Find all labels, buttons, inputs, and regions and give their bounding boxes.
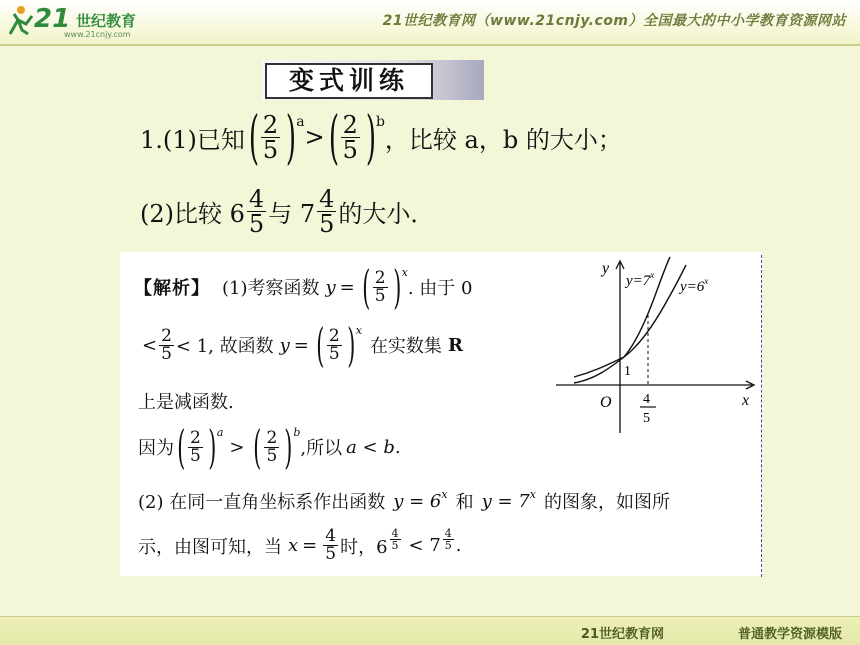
sol-l6-lt: < 7 <box>408 535 441 556</box>
solution-line-5 <box>138 488 670 514</box>
sol-l2-lt1: < <box>142 334 158 356</box>
solution-line-3: 上是减函数. <box>138 392 234 413</box>
sol-l4-exp-a: a <box>216 426 224 439</box>
q1-frac-den-2: 5 <box>342 135 358 164</box>
sol-l6-when: 时，6 <box>340 536 388 558</box>
q1-exp-a: a <box>296 114 305 130</box>
sol-l4-tail: ,所以 <box>300 438 343 459</box>
sol-l1-power: ( $\frac{2}{5}$ ) x <box>362 260 408 314</box>
y-axis-label: y <box>602 260 610 277</box>
sol-l2-frac-num-2: 2 <box>328 325 340 346</box>
q2-mid: 与 7 <box>268 200 316 228</box>
sol-l6-exp1-num: 4 <box>391 527 399 540</box>
q2-frac2-num: 4 <box>319 185 335 213</box>
sol-l5-f1-exp: x <box>441 488 448 501</box>
logo-number: 21 <box>34 4 71 34</box>
sol-l6-exp2-num: 4 <box>444 527 452 540</box>
sol-l2-lt2: < 1, 故函数 <box>175 336 274 357</box>
sol-l4-frac-den: 5 <box>190 445 201 466</box>
x-tick-den: 5 <box>643 411 650 426</box>
sol-l2-y: y <box>279 334 290 356</box>
sol-l4-exp-b: b <box>293 426 301 439</box>
q2-suffix: 的大小． <box>338 200 435 228</box>
origin-label: O <box>600 394 612 411</box>
sol-l6-frac-den: 5 <box>325 544 337 564</box>
header-band <box>0 0 860 46</box>
sol-l4-frac-num: 2 <box>190 427 201 448</box>
sol-l6-frac-num: 4 <box>325 526 337 546</box>
sol-l6-exp1-den: 5 <box>391 539 399 552</box>
sol-l5-and: 和 <box>455 492 474 513</box>
logo-text: 世纪教育 <box>76 12 137 30</box>
sol-l5-f2-exp: x <box>529 488 536 501</box>
x-tick-num: 4 <box>643 392 650 407</box>
sol-exp-x: x <box>401 266 408 279</box>
solution-line-4 <box>138 420 401 474</box>
sol-l2-tail: 在实数集 <box>369 336 442 357</box>
sol-l2-frac-den: 5 <box>161 343 172 364</box>
sol-l6-x: x <box>288 535 299 556</box>
site-title: 21世纪教育网（www.21cnjy.com）全国最大的中小学教育资源网站 <box>382 13 846 29</box>
solution-line-6 <box>138 528 462 563</box>
section-heading <box>262 60 484 100</box>
one-label: 1 <box>624 364 631 379</box>
solution-line-1 <box>134 260 473 314</box>
sol-l1-y: y <box>325 276 336 298</box>
footer-site[interactable]: 21世纪教育网 <box>580 627 664 642</box>
x-axis-label: x <box>742 392 750 409</box>
site-logo[interactable] <box>4 2 154 40</box>
sol-l2-exp-x: x <box>355 324 362 337</box>
exponential-graph <box>556 255 756 435</box>
q1-suffix: ，比较 a，b 的大小； <box>384 125 622 154</box>
q1-power-a: ( $\frac{2}{5}$ ) a <box>248 103 305 171</box>
q2-frac1-den: 5 <box>248 210 265 238</box>
footer-band <box>0 616 860 645</box>
sol-l2-frac-num: 2 <box>161 325 172 346</box>
sol-l4-gt: > <box>229 436 245 458</box>
sol-l6-eq: = <box>302 535 318 556</box>
dashed-border-line <box>761 255 762 577</box>
curve2-label: $y=6^x$ <box>680 276 709 295</box>
q2-frac2-den: 5 <box>319 210 335 238</box>
sol-l4-frac-den-2: 5 <box>266 445 278 466</box>
question-2 <box>140 187 434 236</box>
sol-l5-f1: y = 6 <box>393 490 442 512</box>
sol-l4-text: 因为 <box>138 438 174 459</box>
q2-frac1-num: 4 <box>248 185 265 213</box>
sol-frac-num: 2 <box>374 267 386 288</box>
sol-l2-power: ( $\frac{2}{5}$ ) x <box>316 318 362 372</box>
running-figure-icon <box>4 4 34 38</box>
sol-l5-text: (2) 在同一直角坐标系作出函数 <box>138 492 386 513</box>
q1-gt: > <box>304 123 325 151</box>
sol-l1-text: (1)考察函数 <box>222 278 320 299</box>
sol-l4-power-b: ( $\frac{2}{5}$ ) b <box>253 420 301 474</box>
logo-url: www.21cnjy.com <box>64 30 131 39</box>
q1-frac-num-2: 2 <box>342 110 358 139</box>
q1-power-b: ( $\frac{2}{5}$ ) b <box>328 103 385 171</box>
q2-prefix: (2)比较 6 <box>140 200 245 228</box>
sol-l6-exp2-den: 5 <box>444 539 452 552</box>
solution-line-2 <box>142 318 463 372</box>
solution-tag: 【解析】 <box>134 278 210 299</box>
q1-prefix: 1.(1)已知 <box>140 125 245 154</box>
sol-l1-eq: = <box>339 276 355 298</box>
sol-l4-ineq: a < b. <box>346 436 401 458</box>
footer-template: 普通教学资源模版 <box>737 627 842 642</box>
heading-text: 变式训练 <box>265 63 433 99</box>
sol-l1-tail: . 由于 0 <box>407 278 473 299</box>
sol-l5-tail: 的图象，如图所 <box>543 492 670 513</box>
sol-l2-R: R <box>447 334 463 356</box>
sol-l5-f2: y = 7 <box>481 490 530 512</box>
sol-l6-text: 示，由图可知，当 <box>138 536 282 558</box>
q1-exp-b: b <box>375 114 385 130</box>
curve1-label: $y=7^x$ <box>626 270 655 289</box>
sol-l4-frac-num-2: 2 <box>266 427 278 448</box>
sol-l6-end: . <box>455 535 462 556</box>
q1-frac-den: 5 <box>262 135 279 164</box>
question-1 <box>140 103 622 171</box>
q1-frac-num: 2 <box>262 110 279 139</box>
sol-l2-frac-den-2: 5 <box>328 343 340 364</box>
sol-l4-power-a: ( $\frac{2}{5}$ ) a <box>177 420 224 474</box>
sol-l2-eq: = <box>293 334 309 356</box>
sol-frac-den: 5 <box>374 285 386 306</box>
